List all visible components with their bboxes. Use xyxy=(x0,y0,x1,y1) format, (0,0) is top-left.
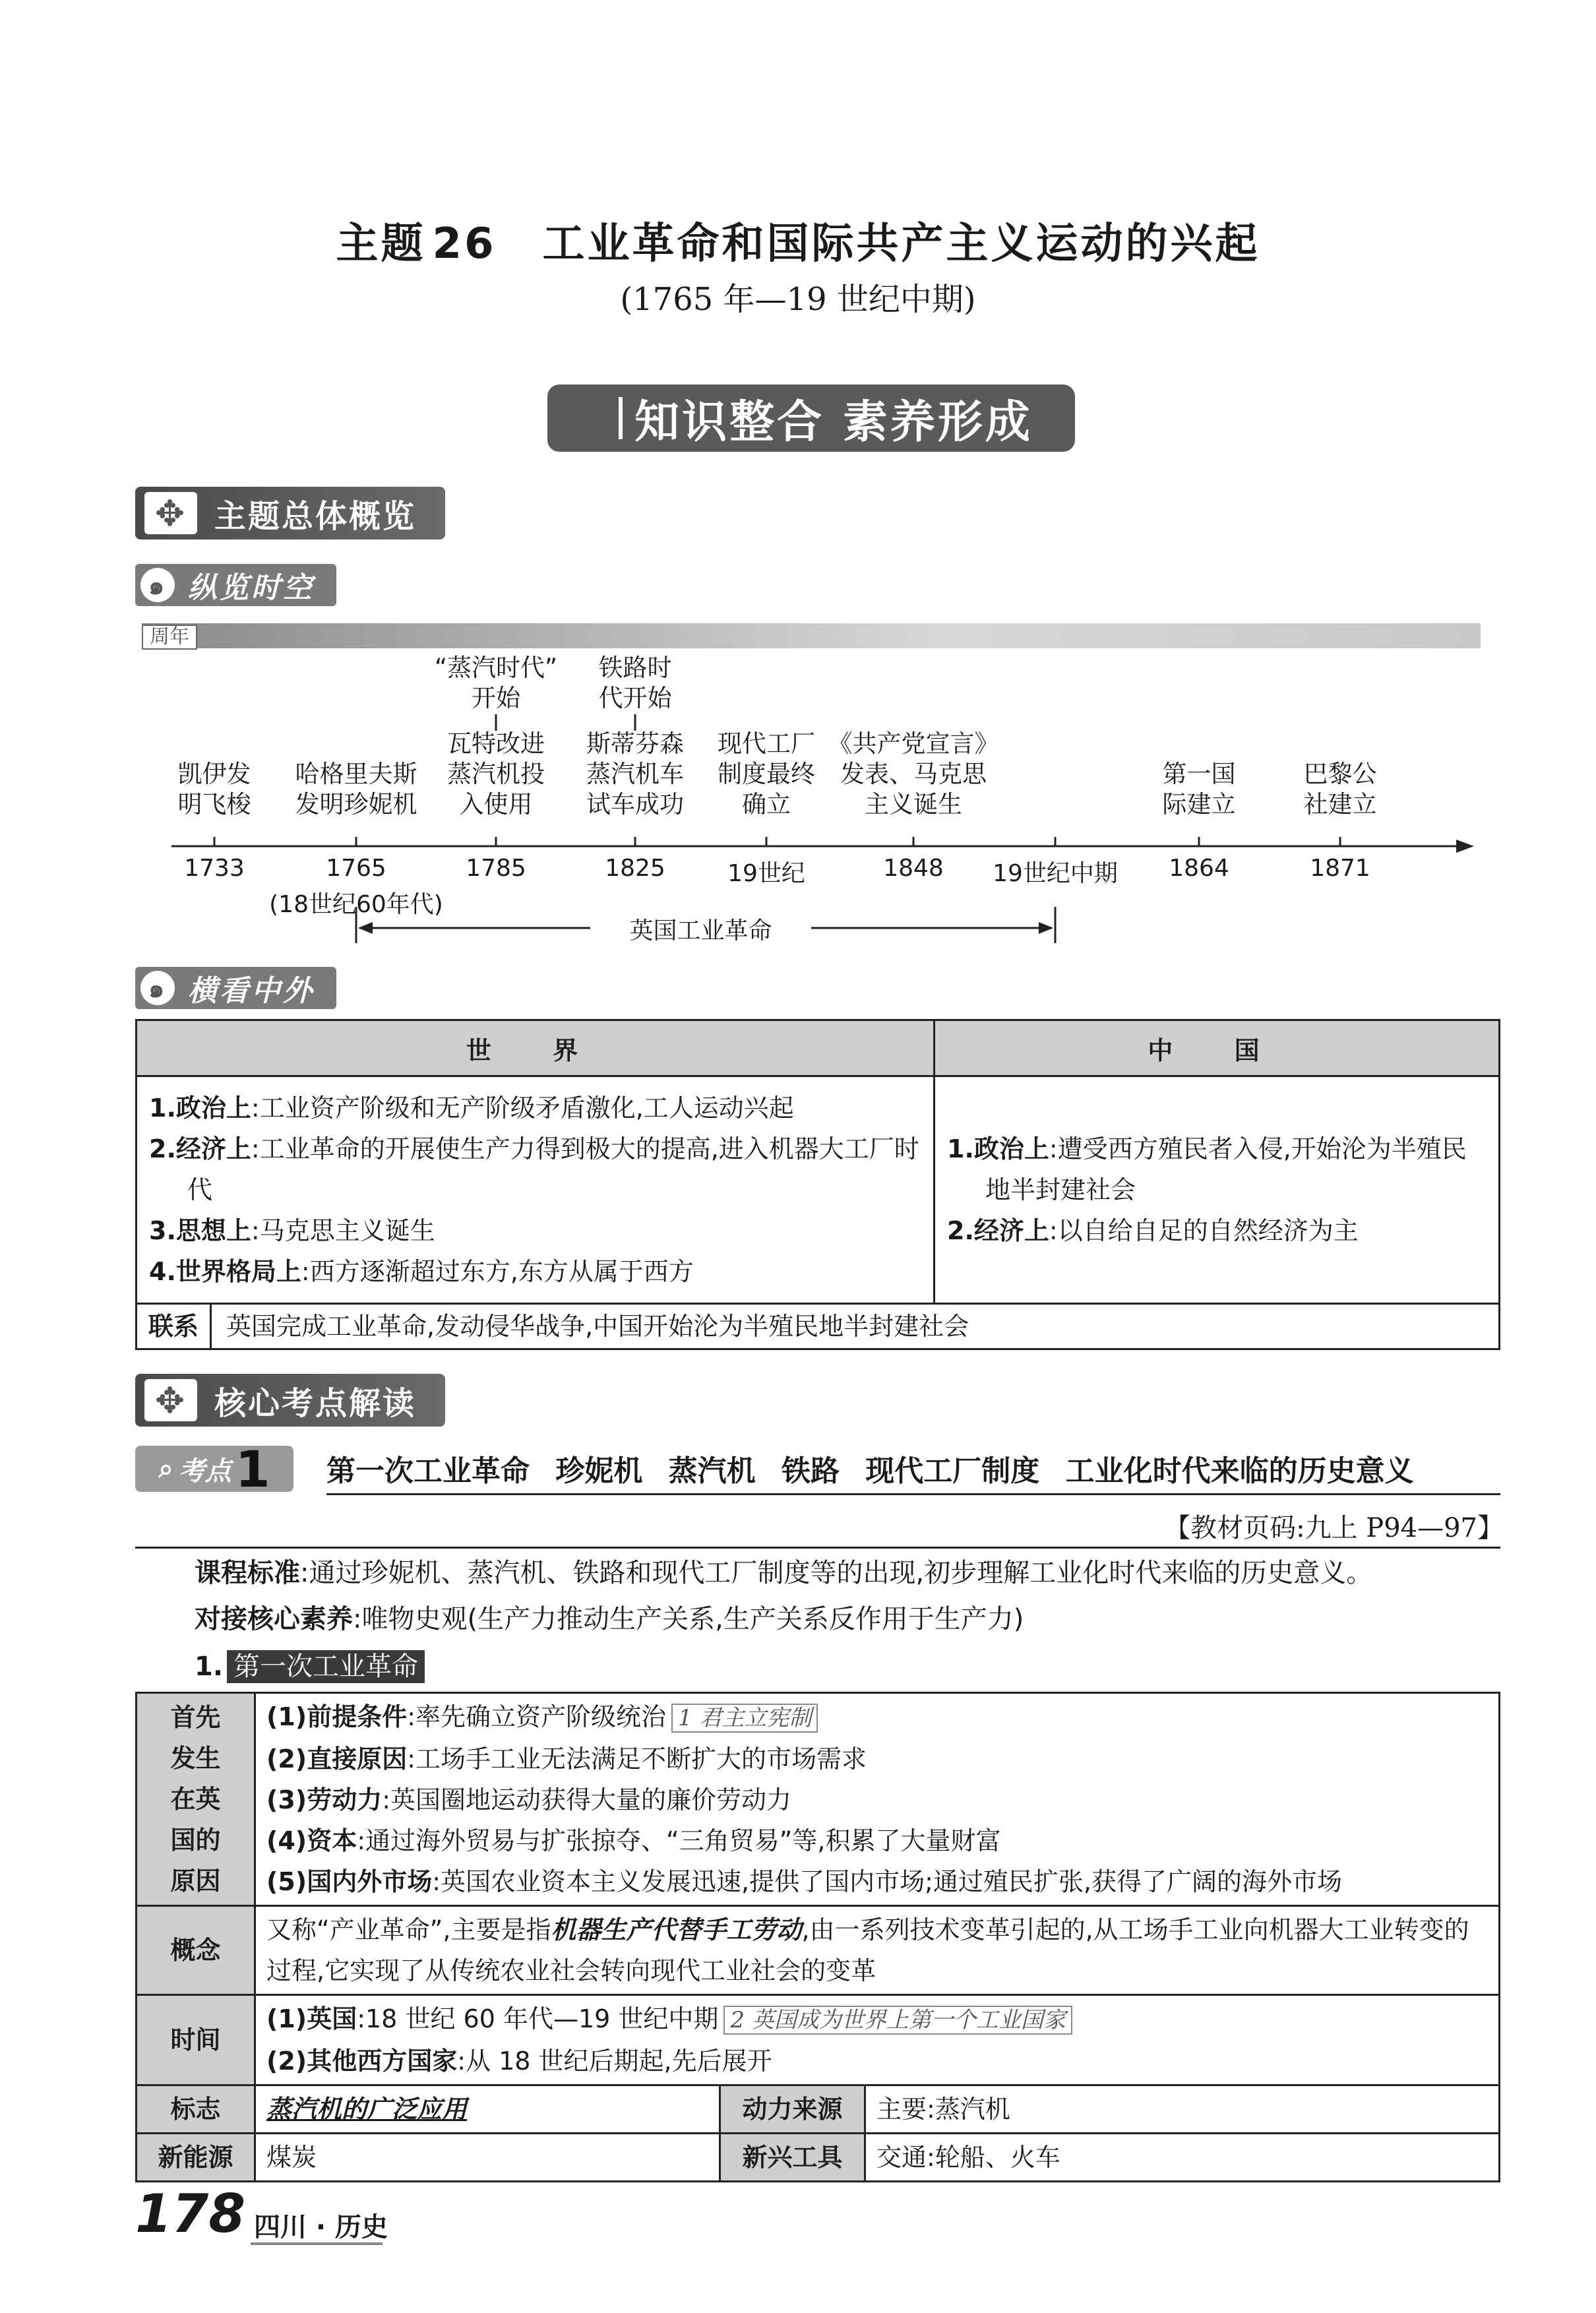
item-key: 直接原因 xyxy=(307,1744,408,1773)
concept-label: 概念 xyxy=(137,1906,255,1995)
list-item xyxy=(149,1251,921,1292)
footer-text: 四川 · 历史 xyxy=(254,2212,388,2242)
swirl-icon: ๑ xyxy=(140,971,175,1005)
heading-number: 1. xyxy=(195,1651,224,1682)
timeline-era-label: “蒸汽时代” 开始 xyxy=(434,654,558,712)
item-key: 其他西方国家 xyxy=(307,2047,458,2076)
link-text: 英国完成工业革命,发动侵华战争,中国开始沦为半殖民地半封建社会 xyxy=(226,1312,969,1341)
world-header: 世 界 xyxy=(137,1020,935,1076)
handwritten-note: 1 君主立宪制 xyxy=(671,1704,818,1733)
concept-pre: 又称“产业革命”,主要是指 xyxy=(266,1915,551,1944)
kaodian-number: 1 xyxy=(235,1439,270,1498)
energy-label: 新能源 xyxy=(137,2134,255,2182)
section-core-title: 核心考点解读 xyxy=(214,1384,417,1422)
kaodian-label: 考点 xyxy=(178,1456,231,1487)
list-item xyxy=(266,2041,1488,2082)
list-item xyxy=(266,1696,1488,1739)
item-key: 英国 xyxy=(307,2004,357,2033)
item-number: (1) xyxy=(266,1702,307,1731)
china-list xyxy=(947,1128,1487,1251)
item-key: 劳动力 xyxy=(307,1785,383,1814)
content-table xyxy=(135,1692,1500,2182)
item-value: :工业资产阶级和无产阶级矛盾激化,工人运动兴起 xyxy=(251,1094,794,1123)
timeline-year: 1871 xyxy=(1310,855,1370,882)
item-number: 3. xyxy=(149,1216,176,1245)
time-label: 时间 xyxy=(137,1995,255,2085)
kaodian-row xyxy=(135,1439,1500,1498)
item-key: 国内外市场 xyxy=(307,1867,433,1896)
china-header: 中 国 xyxy=(935,1020,1500,1076)
link-row xyxy=(137,1304,1500,1349)
item-value: :英国圈地运动获得大量的廉价劳动力 xyxy=(382,1785,792,1814)
sub-compare-header xyxy=(135,967,336,1009)
power-value: 主要:蒸汽机 xyxy=(865,2085,1500,2134)
handwritten-note: 2 英国成为世界上第一个工业国家 xyxy=(723,2006,1072,2035)
timeline-event-label: 哈格里夫斯 发明珍妮机 xyxy=(295,760,417,818)
timeline-event-label: 现代工厂 制度最终 确立 xyxy=(718,729,815,818)
page-number: 178 xyxy=(135,2183,245,2244)
timeline-year: 1765 xyxy=(326,855,386,882)
time-list xyxy=(266,1998,1488,2082)
sign-label: 标志 xyxy=(137,2085,255,2134)
section-core-header xyxy=(135,1374,445,1427)
title-number: 26 xyxy=(432,220,497,268)
concept-em: 机器生产代替手工劳动 xyxy=(551,1915,802,1944)
timeline xyxy=(0,0,1596,956)
kaodian-badge xyxy=(135,1439,293,1498)
concept-post: ,由一系列技术变革引起的,从工场手工业向机器大工业转变的过程,它实现了从传统农业社会转向现代工业社会的变革 xyxy=(266,1915,1469,1985)
heading-first-revolution xyxy=(195,1646,425,1683)
core-label: 对接核心素养 xyxy=(195,1604,353,1634)
item-key: 政治上 xyxy=(175,1094,251,1123)
item-number: (4) xyxy=(266,1826,307,1855)
item-number: (3) xyxy=(266,1785,307,1814)
divider xyxy=(135,1547,1500,1549)
timeline-arrow-icon xyxy=(1456,840,1474,853)
item-number: (1) xyxy=(266,2004,307,2033)
item-value: :18 世纪 60 年代—19 世纪中期 xyxy=(357,2004,719,2033)
origin-list xyxy=(266,1696,1488,1902)
item-key: 政治上 xyxy=(973,1134,1049,1163)
section-overview-title: 主题总体概览 xyxy=(214,497,417,535)
item-value: :遭受西方殖民者入侵,开始沦为半殖民地半封建社会 xyxy=(985,1134,1467,1204)
core-text: :唯物史观(生产力推动生产关系,生产关系反作用于生产力) xyxy=(353,1604,1024,1634)
item-number: 1. xyxy=(947,1134,974,1163)
timeline-year: 1864 xyxy=(1169,855,1229,882)
textbook-ref: 【教材页码:九上 P94—97】 xyxy=(1164,1513,1504,1543)
timeline-era-label: 铁路时 代开始 xyxy=(598,654,672,712)
list-item xyxy=(266,1739,1488,1779)
timeline-event-label: 第一国 际建立 xyxy=(1162,760,1236,818)
energy-value: 煤炭 xyxy=(255,2134,720,2182)
item-value: :英国农业资本主义发展迅速,提供了国内市场;通过殖民扩张,获得了广阔的海外市场 xyxy=(432,1867,1342,1896)
subtitle: (1765 年—19 世纪中期) xyxy=(620,281,976,318)
sign-value: 蒸汽机的广泛应用 xyxy=(255,2085,720,2134)
standard-text: :通过珍妮机、蒸汽机、铁路和现代工厂制度等的出现,初步理解工业化时代来临的历史意义。 xyxy=(300,1558,1373,1588)
timeline-year: 19世纪中期 xyxy=(993,860,1118,887)
timeline-event-label: 《共产党宣言》 发表、马克思 主义诞生 xyxy=(828,729,999,818)
item-value: :西方逐渐超过东方,东方从属于西方 xyxy=(301,1257,694,1286)
timeline-event-label: 巴黎公 社建立 xyxy=(1303,760,1377,818)
list-item xyxy=(266,1820,1488,1861)
power-label: 动力来源 xyxy=(720,2085,865,2134)
item-number: (2) xyxy=(266,2047,307,2076)
timeline-year: 19世纪 xyxy=(727,860,805,887)
item-number: 4. xyxy=(149,1257,176,1286)
list-item xyxy=(149,1210,921,1251)
timeline-year: 1848 xyxy=(883,855,944,882)
list-item xyxy=(266,1998,1488,2041)
item-value: :通过海外贸易与扩张掠夺、“三角贸易”等,积累了大量财富 xyxy=(357,1826,1001,1855)
timeline-event-label: 瓦特改进 蒸汽机投 入使用 xyxy=(447,729,545,818)
item-number: 2. xyxy=(149,1134,176,1163)
swirl-icon: ๑ xyxy=(140,568,175,602)
banner-text: 知识整合 素养形成 xyxy=(634,396,1033,448)
tools-value: 交通:轮船、火车 xyxy=(865,2134,1500,2182)
compare-table xyxy=(135,1019,1500,1350)
range-arrow-left-icon xyxy=(358,922,373,934)
kaodian-title: 第一次工业革命 珍妮机 蒸汽机 铁路 现代工厂制度 工业化时代来临的历史意义 xyxy=(326,1447,1500,1495)
origin-cell xyxy=(255,1693,1500,1906)
item-key: 经济上 xyxy=(175,1134,251,1163)
world-list xyxy=(149,1088,921,1292)
range-label: 英国工业革命 xyxy=(629,917,772,944)
item-number: 1. xyxy=(149,1094,176,1123)
footer-line xyxy=(251,2242,383,2245)
timeline-event-label: 斯蒂芬森 蒸汽机车 试车成功 xyxy=(586,729,684,818)
standard-label: 课程标准 xyxy=(195,1558,300,1588)
cross-arrows-icon: ✥ xyxy=(144,492,197,534)
item-key: 思想上 xyxy=(175,1216,251,1245)
title-text: 工业革命和国际共产主义运动的兴起 xyxy=(542,220,1260,268)
title-prefix: 主题 xyxy=(336,220,426,268)
sub-compare-title: 横看中外 xyxy=(188,974,315,1008)
timeline-year-note: (18世纪60年代) xyxy=(269,891,443,918)
item-value: :率先确立资产阶级统治 xyxy=(407,1702,667,1731)
timeline-event-label: 凯伊发 明飞梭 xyxy=(177,760,251,818)
item-key: 前提条件 xyxy=(307,1702,408,1731)
time-cell xyxy=(255,1995,1500,2085)
timeline-year: 1785 xyxy=(466,855,526,882)
origin-label: 首先 发生 在英 国的 原因 xyxy=(137,1693,255,1906)
list-item xyxy=(947,1210,1487,1251)
world-cell xyxy=(137,1076,935,1304)
list-item xyxy=(947,1128,1487,1210)
cross-arrows-icon: ✥ xyxy=(144,1379,197,1421)
item-value: :从 18 世纪后期起,先后展开 xyxy=(457,2047,772,2076)
list-item xyxy=(266,1861,1488,1902)
heading-text: 第一次工业革命 xyxy=(227,1650,425,1683)
core-literacy xyxy=(195,1599,1024,1639)
item-value: :马克思主义诞生 xyxy=(251,1216,435,1245)
link-label: 联系 xyxy=(137,1305,212,1348)
item-value: :以自给自足的自然经济为主 xyxy=(1049,1216,1359,1245)
sub-timeline-title: 纵览时空 xyxy=(188,571,315,605)
timeline-year: 1825 xyxy=(605,855,665,882)
course-standard xyxy=(195,1553,1372,1593)
china-cell xyxy=(935,1076,1500,1304)
list-item xyxy=(149,1088,921,1128)
item-number: (5) xyxy=(266,1867,307,1896)
tools-label: 新兴工具 xyxy=(720,2134,865,2182)
timeline-year: 1733 xyxy=(184,855,245,882)
range-arrow-right-icon xyxy=(1039,922,1053,934)
item-key: 经济上 xyxy=(973,1216,1049,1245)
item-value: :工场手工业无法满足不断扩大的市场需求 xyxy=(407,1744,867,1773)
concept-cell xyxy=(255,1906,1500,1995)
item-value: :工业革命的开展使生产力得到极大的提高,进入机器大工厂时代 xyxy=(187,1134,919,1204)
item-number: 2. xyxy=(947,1216,974,1245)
list-item xyxy=(149,1128,921,1210)
search-icon: ⌕ xyxy=(158,1454,173,1484)
timeline-tag: 周年 xyxy=(142,625,197,650)
list-item xyxy=(266,1779,1488,1820)
item-number: (2) xyxy=(266,1744,307,1773)
item-key: 资本 xyxy=(307,1826,357,1855)
item-key: 世界格局上 xyxy=(175,1257,301,1286)
